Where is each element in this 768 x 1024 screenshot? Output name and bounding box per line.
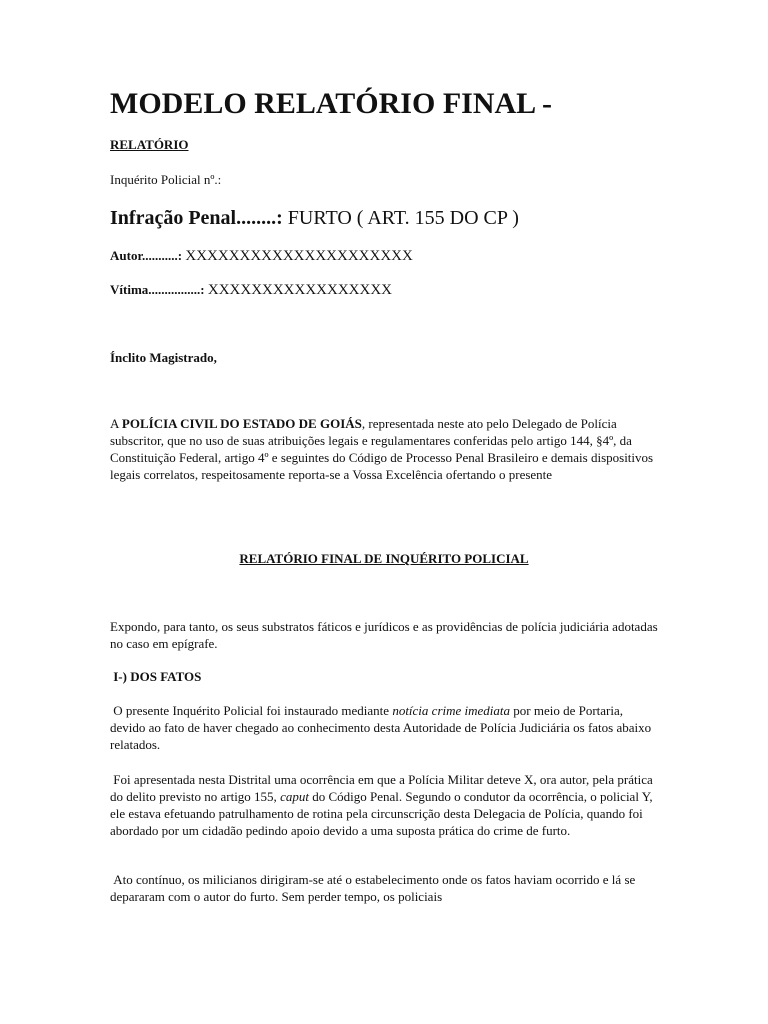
section-label-relatorio: RELATÓRIO: [110, 137, 189, 152]
fatos-p1-italic: notícia crime imediata: [392, 703, 511, 718]
salutation: Ínclito Magistrado,: [110, 350, 217, 365]
intro-rest: , representada neste ato pelo Delegado de Polícia subscritor, que no uso de suas atribuições legais e regulamentares conferidas pelo artigo 144, §4º, da Constituição Federal, artigo 4º e seguintes do Código de Processo Penal Brasileiro e demais dispositivos legais correlatos, respeitosamente reporta-se a Vossa Excelência ofertando o presente: [110, 416, 654, 482]
vitima-label: Vítima................:: [110, 282, 208, 297]
infracao-value: FURTO ( ART. 155 DO CP ): [287, 207, 519, 229]
center-heading: RELATÓRIO FINAL DE INQUÉRITO POLICIAL: [239, 551, 529, 566]
vitima-value: XXXXXXXXXXXXXXXXX: [207, 282, 393, 298]
fatos-paragraph-2: [110, 771, 658, 839]
fatos-p2-a: Foi apresentada nesta Distrital uma ocorrência em que a Polícia Militar deteve X, ora autor, pela prática do delito previsto no artigo 155,: [110, 772, 656, 804]
fatos-paragraph-1: [110, 702, 658, 753]
vitima-line: [110, 281, 392, 299]
section-heading-fatos: I-) DOS FATOS: [110, 669, 202, 684]
document-title: MODELO RELATÓRIO FINAL -: [110, 87, 552, 120]
fatos-p2-b: do Código Penal. Segundo o condutor da ocorrência, o policial Y, ele estava efetuando patrulhamento de rotina pela circunscrição desta Delegacia de Polícia, quando foi abordado por um cidadão pedindo apoio devido a uma suposta prática do crime de furto.: [110, 789, 656, 838]
autor-value: XXXXXXXXXXXXXXXXXXXXX: [185, 248, 413, 264]
intro-bold-entity: POLÍCIA CIVIL DO ESTADO DE GOIÁS: [121, 416, 362, 431]
infracao-penal-line: [110, 205, 519, 231]
fatos-paragraph-3: Ato contínuo, os milicianos dirigiram-se até o estabelecimento onde os fatos haviam ocorrido e lá se depararam com o autor do furto. Sem perder tempo, os policiais: [110, 872, 639, 904]
autor-label: Autor...........:: [110, 248, 186, 263]
expondo-paragraph: Expondo, para tanto, os seus substratos fáticos e jurídicos e as providências de polícia judiciária adotadas no caso em epígrafe.: [110, 619, 658, 651]
intro-prefix: A: [110, 416, 122, 431]
inquerito-line: Inquérito Policial nº.:: [110, 172, 222, 187]
autor-line: [110, 247, 413, 265]
fatos-p1-b: por meio de Portaria, devido ao fato de haver chegado ao conhecimento desta Autoridade de Polícia Judiciária os fatos abaixo relatados.: [110, 703, 655, 752]
fatos-p2-italic: caput: [280, 789, 309, 804]
fatos-p1-a: O presente Inquérito Policial foi instaurado mediante: [110, 703, 393, 718]
infracao-label: Infração Penal........:: [110, 207, 288, 229]
intro-paragraph: [110, 415, 658, 483]
